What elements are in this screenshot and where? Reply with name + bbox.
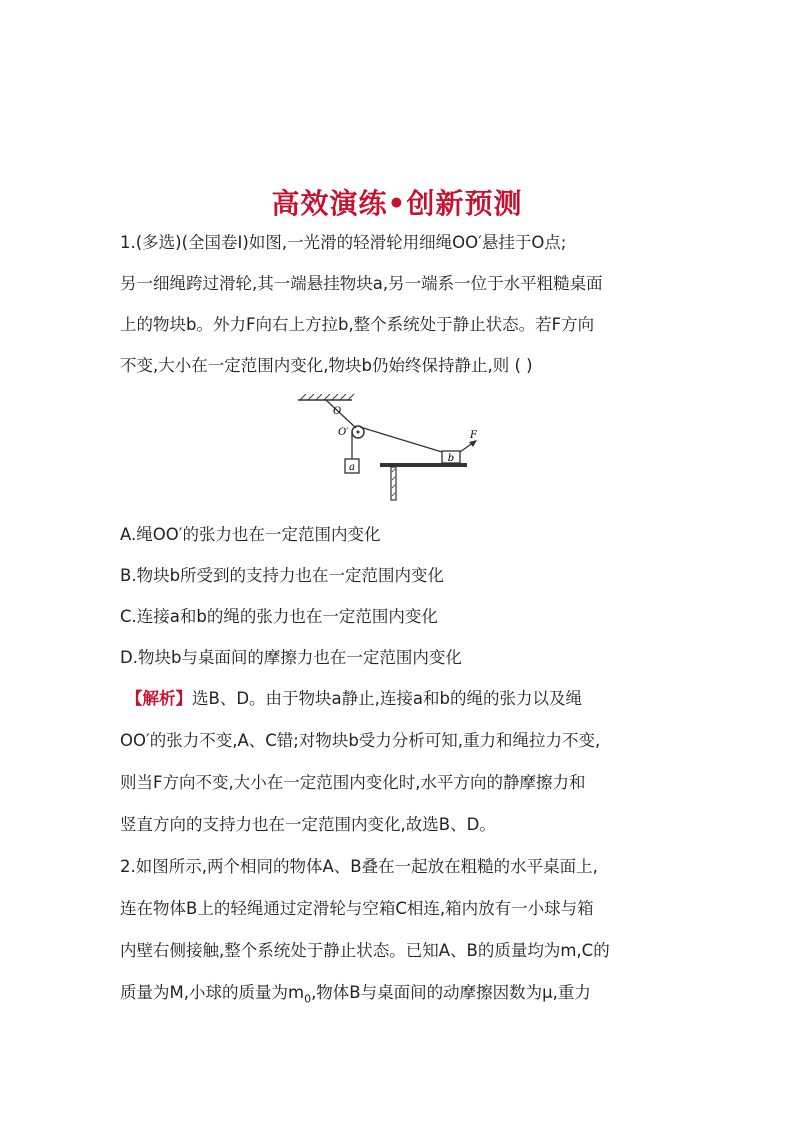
option-B: B.物块b所受到的支持力也在一定范围内变化	[120, 566, 445, 585]
q1-line-2: 另一细绳跨过滑轮,其一端悬挂物块a,另一端系一位于水平粗糙桌面	[120, 274, 603, 293]
q1-line-4: 不变,大小在一定范围内变化,物块b仍始终保持静止,则 ( )	[120, 356, 533, 375]
analysis-line-1	[126, 688, 582, 710]
label-O: O	[333, 406, 342, 417]
force-arrowhead	[469, 440, 477, 447]
option-C: C.连接a和b的绳的张力也在一定范围内变化	[120, 607, 438, 626]
analysis-tag: 【解析】	[126, 689, 192, 708]
label-a: a	[349, 462, 355, 473]
label-O-prime: O′	[338, 427, 349, 438]
q1-line-3: 上的物块b。外力F向右上方拉b,整个系统处于静止状态。若F方向	[120, 315, 595, 334]
q2-line-2: 连在物体B上的轻绳通过定滑轮与空箱C相连,箱内放有一小球与箱	[120, 899, 594, 918]
option-A: A.绳OO′的张力也在一定范围内变化	[120, 525, 381, 544]
q1-line-1: 1.(多选)(全国卷Ⅰ)如图,一光滑的轻滑轮用细绳OO′悬挂于O点;	[120, 233, 567, 252]
analysis-text-1: 选B、D。由于物块a静止,连接a和b的绳的张力以及绳	[192, 689, 582, 708]
option-D: D.物块b与桌面间的摩擦力也在一定范围内变化	[120, 648, 462, 667]
q2-line-4	[120, 982, 591, 1010]
q2-line-4-post: ,物体B与桌面间的动摩擦因数为μ,重力	[311, 983, 591, 1002]
label-F: F	[470, 430, 477, 441]
rope-to-b	[360, 427, 442, 452]
ceiling-hatch	[300, 394, 354, 400]
q2-line-1: 2.如图所示,两个相同的物体A、B叠在一起放在粗糙的水平桌面上,	[120, 857, 598, 876]
analysis-line-2: OO′的张力不变,A、C错;对物块b受力分析可知,重力和绳拉力不变,	[120, 731, 601, 750]
q2-line-3: 内壁右侧接触,整个系统处于静止状态。已知A、B的质量均为m,C的	[120, 941, 610, 960]
analysis-line-3: 则当F方向不变,大小在一定范围内变化时,水平方向的静摩擦力和	[120, 773, 586, 792]
analysis-line-4: 竖直方向的支持力也在一定范围内变化,故选B、D。	[120, 815, 496, 834]
pulley-diagram	[292, 392, 482, 502]
page-title: 高效演练•创新预测	[271, 187, 523, 220]
label-b: b	[447, 453, 455, 464]
pulley-axle	[357, 431, 360, 434]
q2-line-4-sub: 0	[304, 992, 312, 1006]
q2-line-4-pre: 质量为M,小球的质量为m	[120, 983, 305, 1002]
